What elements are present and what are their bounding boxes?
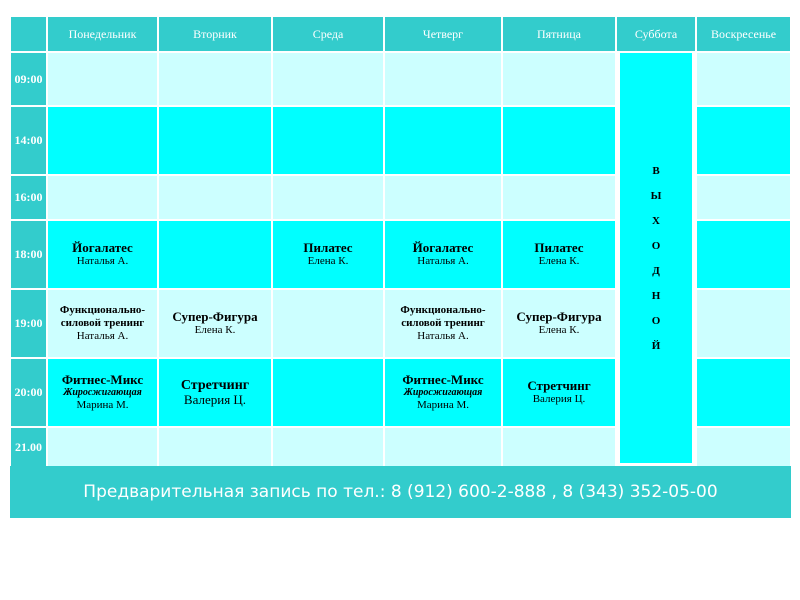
day-wednesday: Среда [272,16,384,52]
slot-cell [502,106,616,175]
time-label: 18:00 [10,220,47,289]
slot-cell [272,106,384,175]
class-name: Стретчинг [527,378,591,393]
time-label: 19:00 [10,289,47,358]
class-name: Йогалатес [412,240,474,255]
class-subtitle: Жиросжигающая [63,387,142,398]
slot-cell [384,106,502,175]
slot-cell [272,427,384,467]
class-cell [502,289,616,358]
slot-cell [158,106,272,175]
slot-cell [696,106,791,175]
header-row [10,16,791,52]
class-cell [272,220,384,289]
day-off-letter: Х [652,214,660,227]
time-label: 09:00 [10,52,47,106]
day-monday: Понедельник [47,16,158,52]
slot-cell [47,175,158,220]
slot-cell [158,220,272,289]
row-0900 [10,52,791,106]
slot-cell [696,220,791,289]
class-cell [47,358,158,427]
day-thursday: Четверг [384,16,502,52]
day-off-letter: О [651,314,661,327]
slot-cell [696,427,791,467]
day-off-letter: О [651,239,661,252]
class-cell [158,289,272,358]
trainer-name: Валерия Ц. [532,393,586,405]
slot-cell [696,52,791,106]
corner-cell [10,16,47,52]
class-cell [158,358,272,427]
class-name: силовой тренинг [60,317,145,329]
class-name: Фитнес-Микс [402,372,484,387]
day-off-label [620,165,692,352]
slot-cell [158,175,272,220]
class-name: Супер-Фигура [172,309,258,324]
class-cell [47,220,158,289]
trainer-name: Наталья А. [76,255,129,267]
slot-cell [502,427,616,467]
class-name: Супер-Фигура [516,309,602,324]
slot-cell [272,289,384,358]
day-sunday: Воскресенье [696,16,791,52]
slot-cell [696,175,791,220]
trainer-name: Валерия Ц. [183,392,247,407]
class-name: Пилатес [303,240,353,255]
class-cell [502,358,616,427]
class-cell [47,289,158,358]
slot-cell [696,358,791,427]
time-label: 16:00 [10,175,47,220]
time-label: 14:00 [10,106,47,175]
slot-cell [47,427,158,467]
slot-cell [502,52,616,106]
slot-cell [502,175,616,220]
slot-cell [272,52,384,106]
day-saturday: Суббота [616,16,696,52]
class-name: силовой тренинг [401,317,485,329]
class-name: Фитнес-Микс [61,372,144,387]
slot-cell [272,358,384,427]
time-label: 21.00 [10,427,47,467]
class-cell [384,220,502,289]
day-tuesday: Вторник [158,16,272,52]
class-name: Йогалатес [72,240,133,255]
class-name: Пилатес [534,240,584,255]
trainer-name: Елена К. [194,324,236,336]
saturday-day-off-cell [616,52,696,467]
class-name: Функционально- [400,304,486,316]
schedule-table [10,16,791,467]
trainer-name: Наталья А. [417,255,469,267]
trainer-name: Наталья А. [76,330,129,342]
day-friday: Пятница [502,16,616,52]
class-cell [502,220,616,289]
trainer-name: Наталья А. [417,330,469,342]
trainer-name: Елена К. [538,255,580,267]
slot-cell [47,52,158,106]
class-cell [384,289,502,358]
slot-cell [384,175,502,220]
trainer-name: Елена К. [307,255,349,267]
slot-cell [47,106,158,175]
slot-cell [696,289,791,358]
booking-phone-banner: Предварительная запись по тел.: 8 (912) 600-2-888 , 8 (343) 352-05-00 [10,466,791,518]
class-name: Функционально- [59,304,146,316]
trainer-name: Елена К. [538,324,580,336]
time-label: 20:00 [10,358,47,427]
day-off-letter: Н [651,289,661,302]
trainer-name: Марина М. [76,399,129,411]
slot-cell [272,175,384,220]
slot-cell [158,52,272,106]
trainer-name: Марина М. [416,399,470,411]
day-off-letter: Й [651,339,661,352]
class-name: Стретчинг [180,378,250,393]
class-subtitle: Жиросжигающая [403,387,483,398]
day-off-letter: Ы [650,189,662,202]
slot-cell [158,427,272,467]
class-cell [384,358,502,427]
slot-cell [384,52,502,106]
day-off-letter: В [652,164,660,177]
slot-cell [384,427,502,467]
day-off-letter: Д [652,264,660,277]
